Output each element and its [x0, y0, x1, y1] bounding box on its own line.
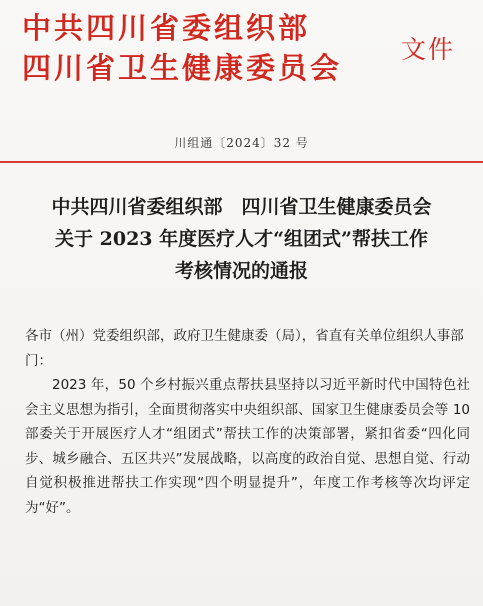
letterhead-suffix: 文件	[401, 35, 456, 64]
document-number: 川组通〔2024〕32 号	[174, 136, 309, 150]
title-line-2: 关于 2023 年度医疗人才“组团式”帮扶工作	[55, 228, 428, 250]
salutation: 各市（州）党委组织部，政府卫生健康委（局），省直有关单位组织人事部门：	[25, 328, 464, 369]
letterhead	[22, 8, 372, 88]
document-body	[25, 324, 470, 520]
body-paragraph-1: 2023 年，50 个乡村振兴重点帮扶县坚持以习近平新时代中国特色社会主义思想为指引，全面贯彻落实中央组织部、国家卫生健康委员会等 10 部委关于开展医疗人才“组团式”帮扶工作的决策部署，紧扣省委“四化同步、城乡融合、五区共兴”发展战略，以高度的政治自觉、思想自觉、行动自觉积极推进帮扶工作实现“四个明显提升”，年度工作考核等次均评定为“好”。	[25, 377, 470, 516]
title-line-3: 考核情况的通报	[174, 260, 308, 282]
letterhead-line-1: 中共四川省委组织部	[22, 11, 311, 45]
letterhead-line-2: 四川省卫生健康委员会	[22, 51, 343, 85]
red-divider-line	[0, 161, 483, 163]
document-title	[0, 191, 483, 287]
title-line-1: 中共四川省委组织部 四川省卫生健康委员会	[51, 196, 432, 218]
